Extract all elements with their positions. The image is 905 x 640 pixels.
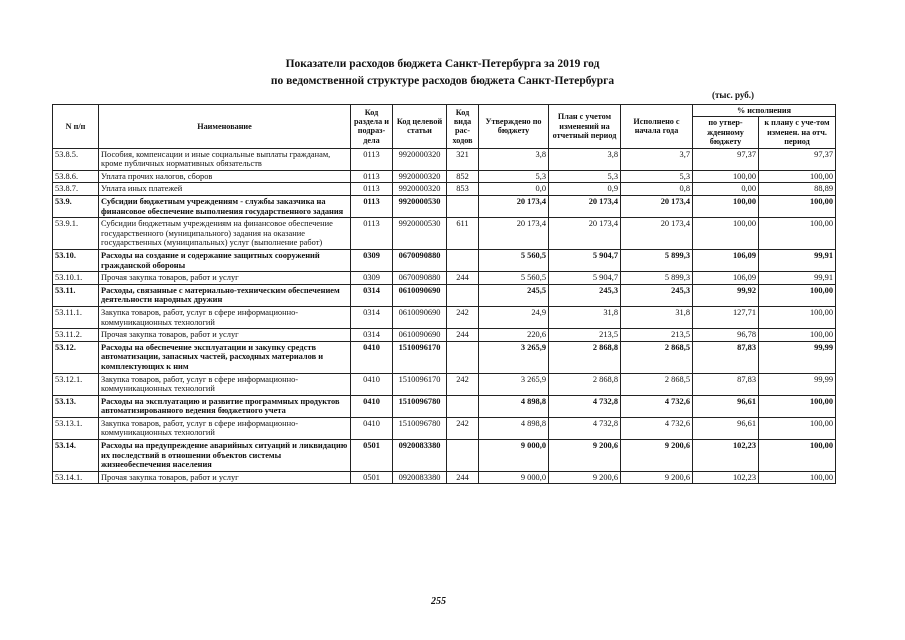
row-target-code: 1510096170 [393, 373, 447, 395]
row-name: Расходы на обеспечение эксплуатации и закупку средств автоматизации, запасных частей, расходных материалов и комплектующих к ним [99, 341, 351, 373]
row-executed: 5 899,3 [621, 272, 693, 285]
row-plan: 20 173,4 [549, 196, 621, 218]
row-pct-approved: 0,00 [693, 183, 759, 196]
row-approved: 220,6 [479, 329, 549, 342]
row-pct-approved: 106,09 [693, 272, 759, 285]
row-pct-plan: 99,99 [759, 373, 836, 395]
row-num: 53.8.6. [53, 170, 99, 183]
table-row [53, 183, 836, 196]
row-plan: 9 200,6 [549, 440, 621, 472]
row-target-code: 9920000320 [393, 170, 447, 183]
budget-table [52, 104, 836, 484]
row-approved: 20 173,4 [479, 218, 549, 250]
table-row [53, 218, 836, 250]
row-section-code: 0501 [351, 440, 393, 472]
header-row [53, 105, 836, 117]
table-row [53, 284, 836, 306]
header-target: Код целевой статьи [393, 105, 447, 149]
row-pct-approved: 102,23 [693, 471, 759, 484]
header-section: Код раздела и подраз-дела [351, 105, 393, 149]
row-type-code: 242 [447, 417, 479, 439]
table-row [53, 341, 836, 373]
row-pct-plan: 100,00 [759, 329, 836, 342]
row-plan: 213,5 [549, 329, 621, 342]
header-approved: Утверждено по бюджету [479, 105, 549, 149]
row-pct-plan: 100,00 [759, 395, 836, 417]
row-approved: 3 265,9 [479, 341, 549, 373]
row-approved: 3,8 [479, 148, 549, 170]
row-num: 53.9. [53, 196, 99, 218]
row-name: Закупка товаров, работ, услуг в сфере информационно-коммуникационных технологий [99, 306, 351, 328]
row-target-code: 1510096780 [393, 395, 447, 417]
row-executed: 5 899,3 [621, 249, 693, 271]
row-executed: 31,8 [621, 306, 693, 328]
row-section-code: 0314 [351, 284, 393, 306]
row-name: Закупка товаров, работ, услуг в сфере информационно-коммуникационных технологий [99, 417, 351, 439]
row-target-code: 0610090690 [393, 306, 447, 328]
table-row [53, 373, 836, 395]
row-pct-approved: 96,78 [693, 329, 759, 342]
row-name: Закупка товаров, работ, услуг в сфере информационно-коммуникационных технологий [99, 373, 351, 395]
row-target-code: 0610090690 [393, 329, 447, 342]
row-plan: 31,8 [549, 306, 621, 328]
row-section-code: 0309 [351, 272, 393, 285]
row-pct-plan: 100,00 [759, 218, 836, 250]
row-target-code: 9920000320 [393, 148, 447, 170]
row-pct-approved: 106,09 [693, 249, 759, 271]
row-pct-plan: 100,00 [759, 170, 836, 183]
row-type-code [447, 341, 479, 373]
row-pct-plan: 97,37 [759, 148, 836, 170]
row-section-code: 0410 [351, 395, 393, 417]
table-row [53, 196, 836, 218]
row-name: Расходы на эксплуатацию и развитие программных продуктов автоматизированного ведения бюджетного учета [99, 395, 351, 417]
row-pct-plan: 100,00 [759, 440, 836, 472]
row-pct-plan: 99,91 [759, 272, 836, 285]
page-number: 255 [431, 596, 446, 607]
row-name: Уплата прочих налогов, сборов [99, 170, 351, 183]
row-plan: 245,3 [549, 284, 621, 306]
row-section-code: 0314 [351, 329, 393, 342]
row-executed: 3,7 [621, 148, 693, 170]
row-num: 53.9.1. [53, 218, 99, 250]
row-num: 53.10.1. [53, 272, 99, 285]
row-num: 53.8.7. [53, 183, 99, 196]
row-approved: 5 560,5 [479, 272, 549, 285]
row-approved: 0,0 [479, 183, 549, 196]
document-title: Показатели расходов бюджета Санкт-Петербурга за 2019 год [285, 58, 600, 70]
row-pct-plan: 100,00 [759, 417, 836, 439]
row-target-code: 9920000530 [393, 196, 447, 218]
table-row [53, 249, 836, 271]
row-num: 53.14.1. [53, 471, 99, 484]
table-row [53, 395, 836, 417]
row-num: 53.11. [53, 284, 99, 306]
row-executed: 2 868,5 [621, 373, 693, 395]
row-name: Расходы на создание и содержание защитных сооружений гражданской обороны [99, 249, 351, 271]
row-section-code: 0410 [351, 373, 393, 395]
row-type-code [447, 440, 479, 472]
row-num: 53.10. [53, 249, 99, 271]
row-section-code: 0410 [351, 341, 393, 373]
row-plan: 5 904,7 [549, 249, 621, 271]
table-row [53, 306, 836, 328]
row-name: Прочая закупка товаров, работ и услуг [99, 471, 351, 484]
table-row [53, 170, 836, 183]
document-subtitle: по ведомственной структуре расходов бюджета Санкт-Петербурга [270, 75, 615, 87]
table-row [53, 148, 836, 170]
row-num: 53.8.5. [53, 148, 99, 170]
row-target-code: 0610090690 [393, 284, 447, 306]
row-plan: 20 173,4 [549, 218, 621, 250]
row-pct-approved: 100,00 [693, 170, 759, 183]
row-type-code: 244 [447, 272, 479, 285]
row-plan: 3,8 [549, 148, 621, 170]
row-pct-plan: 100,00 [759, 196, 836, 218]
row-plan: 0,9 [549, 183, 621, 196]
row-name: Пособия, компенсации и иные социальные выплаты гражданам, кроме публичных нормативных обязательств [99, 148, 351, 170]
row-target-code: 1510096780 [393, 417, 447, 439]
row-approved: 24,9 [479, 306, 549, 328]
header-pct-plan: к плану с уче-том изменен. на отч. период [759, 117, 836, 148]
row-section-code: 0501 [351, 471, 393, 484]
row-name: Субсидии бюджетным учреждениям на финансовое обеспечение государственного (муниципального) задания на оказание государственных (муниципальных) услуг (выполнение работ) [99, 218, 351, 250]
row-pct-approved: 87,83 [693, 373, 759, 395]
header-pct-approved: по утвер-жденному бюджету [693, 117, 759, 148]
row-type-code: 321 [447, 148, 479, 170]
row-name: Прочая закупка товаров, работ и услуг [99, 272, 351, 285]
row-plan: 5 904,7 [549, 272, 621, 285]
table-row [53, 440, 836, 472]
header-percent-group: % исполнения [693, 105, 836, 117]
row-num: 53.11.1. [53, 306, 99, 328]
row-executed: 213,5 [621, 329, 693, 342]
row-approved: 5,3 [479, 170, 549, 183]
row-pct-approved: 100,00 [693, 196, 759, 218]
row-name: Субсидии бюджетным учреждениям - службы заказчика на финансовое обеспечение выполнения государственного задания [99, 196, 351, 218]
row-type-code: 611 [447, 218, 479, 250]
row-executed: 4 732,6 [621, 417, 693, 439]
row-plan: 4 732,8 [549, 417, 621, 439]
row-plan: 9 200,6 [549, 471, 621, 484]
row-type-code [447, 196, 479, 218]
row-approved: 3 265,9 [479, 373, 549, 395]
row-num: 53.11.2. [53, 329, 99, 342]
row-target-code: 0920083380 [393, 440, 447, 472]
row-executed: 0,8 [621, 183, 693, 196]
row-num: 53.12.1. [53, 373, 99, 395]
row-target-code: 0670090880 [393, 272, 447, 285]
row-plan: 5,3 [549, 170, 621, 183]
row-pct-approved: 97,37 [693, 148, 759, 170]
row-executed: 9 200,6 [621, 471, 693, 484]
row-name: Расходы на предупреждение аварийных ситуаций и ликвидацию их последствий в отношении объектов системы жизнеобеспечения населения [99, 440, 351, 472]
row-approved: 4 898,8 [479, 395, 549, 417]
row-num: 53.12. [53, 341, 99, 373]
header-num: N п/п [53, 105, 99, 149]
row-pct-approved: 99,92 [693, 284, 759, 306]
row-pct-approved: 96,61 [693, 395, 759, 417]
row-approved: 4 898,8 [479, 417, 549, 439]
table-row [53, 272, 836, 285]
row-section-code: 0113 [351, 218, 393, 250]
row-type-code: 853 [447, 183, 479, 196]
table-body [53, 148, 836, 484]
row-approved: 9 000,0 [479, 440, 549, 472]
row-num: 53.14. [53, 440, 99, 472]
row-section-code: 0113 [351, 183, 393, 196]
row-target-code: 1510096170 [393, 341, 447, 373]
row-type-code [447, 284, 479, 306]
table-row [53, 417, 836, 439]
row-section-code: 0309 [351, 249, 393, 271]
row-pct-plan: 88,89 [759, 183, 836, 196]
row-target-code: 9920000320 [393, 183, 447, 196]
row-section-code: 0314 [351, 306, 393, 328]
header-name: Наименование [99, 105, 351, 149]
row-type-code: 244 [447, 329, 479, 342]
row-plan: 2 868,8 [549, 341, 621, 373]
units-label: (тыс. руб.) [712, 90, 754, 100]
row-approved: 20 173,4 [479, 196, 549, 218]
row-type-code [447, 249, 479, 271]
row-type-code: 244 [447, 471, 479, 484]
row-target-code: 0920083380 [393, 471, 447, 484]
row-name: Расходы, связанные с материально-техническим обеспечением деятельности народных дружин [99, 284, 351, 306]
row-type-code: 242 [447, 306, 479, 328]
row-num: 53.13.1. [53, 417, 99, 439]
header-plan: План с учетом изменений на отчетный период [549, 105, 621, 149]
row-name: Уплата иных платежей [99, 183, 351, 196]
table-row [53, 471, 836, 484]
row-executed: 4 732,6 [621, 395, 693, 417]
row-section-code: 0113 [351, 196, 393, 218]
header-executed: Исполнено с начала года [621, 105, 693, 149]
row-pct-approved: 87,83 [693, 341, 759, 373]
row-type-code: 242 [447, 373, 479, 395]
row-approved: 9 000,0 [479, 471, 549, 484]
row-pct-plan: 100,00 [759, 471, 836, 484]
row-target-code: 9920000530 [393, 218, 447, 250]
row-section-code: 0410 [351, 417, 393, 439]
row-pct-plan: 100,00 [759, 306, 836, 328]
row-pct-plan: 99,91 [759, 249, 836, 271]
row-pct-approved: 96,61 [693, 417, 759, 439]
row-executed: 20 173,4 [621, 196, 693, 218]
row-section-code: 0113 [351, 148, 393, 170]
row-type-code: 852 [447, 170, 479, 183]
row-name: Прочая закупка товаров, работ и услуг [99, 329, 351, 342]
table-row [53, 329, 836, 342]
row-num: 53.13. [53, 395, 99, 417]
row-approved: 245,5 [479, 284, 549, 306]
row-executed: 5,3 [621, 170, 693, 183]
row-target-code: 0670090880 [393, 249, 447, 271]
row-plan: 2 868,8 [549, 373, 621, 395]
row-pct-approved: 100,00 [693, 218, 759, 250]
row-type-code [447, 395, 479, 417]
row-plan: 4 732,8 [549, 395, 621, 417]
header-type: Код вида рас-ходов [447, 105, 479, 149]
row-pct-approved: 127,71 [693, 306, 759, 328]
row-approved: 5 560,5 [479, 249, 549, 271]
row-pct-plan: 99,99 [759, 341, 836, 373]
row-section-code: 0113 [351, 170, 393, 183]
row-executed: 9 200,6 [621, 440, 693, 472]
row-executed: 2 868,5 [621, 341, 693, 373]
row-pct-plan: 100,00 [759, 284, 836, 306]
row-pct-approved: 102,23 [693, 440, 759, 472]
row-executed: 245,3 [621, 284, 693, 306]
row-executed: 20 173,4 [621, 218, 693, 250]
